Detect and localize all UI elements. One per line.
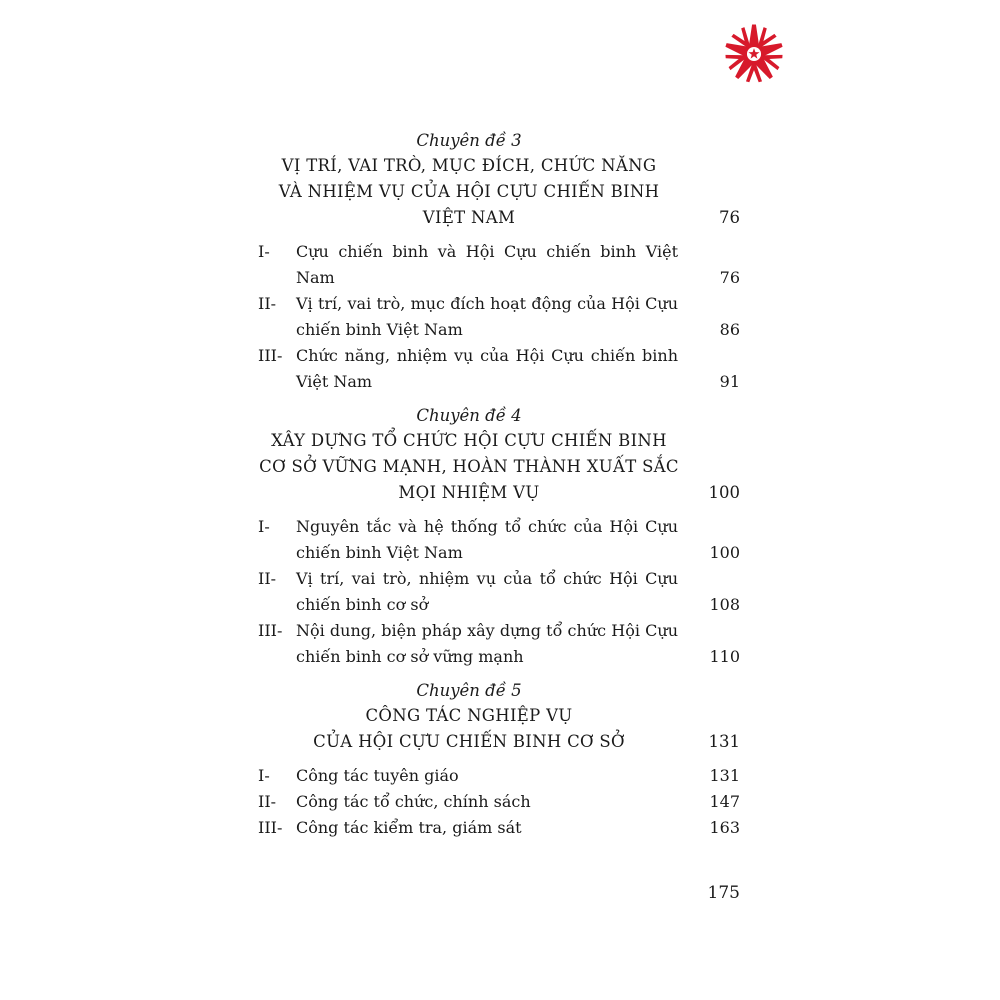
topic-title-line: CỦA HỘI CỰU CHIẾN BINH CƠ SỞ <box>313 732 625 751</box>
toc-entry <box>258 291 740 343</box>
entry-text: Vị trí, vai trò, mục đích hoạt động của Hội Cựu chiến binh Việt Nam <box>296 294 678 339</box>
topic-label: Chuyên đề 3 <box>416 131 522 150</box>
topic-title-line: VIỆT NAM <box>422 208 516 227</box>
entry-number: III- <box>258 621 283 640</box>
entry-text: Công tác kiểm tra, giám sát <box>296 818 522 837</box>
topic-title-line: XÂY DỰNG TỔ CHỨC HỘI CỰU CHIẾN BINH <box>271 431 667 450</box>
section-gap <box>258 670 740 678</box>
topic-label: Chuyên đề 5 <box>416 681 522 700</box>
entry-page-number: 147 <box>709 792 740 811</box>
entry-text: Nguyên tắc và hệ thống tổ chức của Hội Cựu chiến binh Việt Nam <box>296 517 678 562</box>
entry-number: I- <box>258 766 270 785</box>
toc-entry <box>258 239 740 291</box>
toc-entry <box>258 514 740 566</box>
topic-title-line: VỊ TRÍ, VAI TRÒ, MỤC ĐÍCH, CHỨC NĂNG <box>281 156 657 175</box>
entry-page-number: 100 <box>709 543 740 562</box>
topic-title-row <box>258 480 740 506</box>
topic-title-line: CƠ SỞ VỮNG MẠNH, HOÀN THÀNH XUẤT SẮC <box>259 457 679 476</box>
entry-text: Cựu chiến binh và Hội Cựu chiến binh Việt Nam <box>296 242 678 287</box>
entry-page-number: 131 <box>709 766 740 785</box>
entry-number: I- <box>258 242 270 261</box>
entry-number: I- <box>258 517 270 536</box>
toc-entry <box>258 763 740 789</box>
title-gap <box>258 231 740 239</box>
entry-text: Công tác tuyên giáo <box>296 766 459 785</box>
entry-number: III- <box>258 818 283 837</box>
star-emblem-icon <box>722 22 786 86</box>
table-of-contents <box>258 128 740 841</box>
toc-entry <box>258 815 740 841</box>
section-gap <box>258 395 740 403</box>
entry-page-number: 91 <box>719 372 740 391</box>
topic-page-number: 131 <box>708 732 740 751</box>
entry-page-number: 110 <box>709 647 740 666</box>
topic-label: Chuyên đề 4 <box>416 406 522 425</box>
topic-title-line: MỌI NHIỆM VỤ <box>398 483 540 502</box>
toc-entry <box>258 566 740 618</box>
toc-entry <box>258 618 740 670</box>
entry-number: III- <box>258 346 283 365</box>
title-gap <box>258 506 740 514</box>
entry-number: II- <box>258 294 277 313</box>
topic-title-line: CÔNG TÁC NGHIỆP VỤ <box>365 706 573 725</box>
entry-number: II- <box>258 569 277 588</box>
entry-page-number: 76 <box>719 268 740 287</box>
topic-page-number: 100 <box>708 483 740 502</box>
page-number: 175 <box>707 883 740 903</box>
entry-number: II- <box>258 792 277 811</box>
entry-page-number: 163 <box>709 818 740 837</box>
entry-text: Chức năng, nhiệm vụ của Hội Cựu chiến binh Việt Nam <box>296 346 678 391</box>
topic-title-row <box>258 729 740 755</box>
entry-text: Vị trí, vai trò, nhiệm vụ của tổ chức Hội Cựu chiến binh cơ sở <box>296 569 678 614</box>
title-gap <box>258 755 740 763</box>
toc-entry <box>258 789 740 815</box>
topic-title-row <box>258 205 740 231</box>
entry-page-number: 108 <box>709 595 740 614</box>
entry-text: Công tác tổ chức, chính sách <box>296 792 531 811</box>
topic-page-number: 76 <box>719 208 740 227</box>
toc-entry <box>258 343 740 395</box>
entry-text: Nội dung, biện pháp xây dựng tổ chức Hội Cựu chiến binh cơ sở vững mạnh <box>296 621 678 666</box>
topic-title-line: VÀ NHIỆM VỤ CỦA HỘI CỰU CHIẾN BINH <box>278 182 660 201</box>
entry-page-number: 86 <box>719 320 740 339</box>
